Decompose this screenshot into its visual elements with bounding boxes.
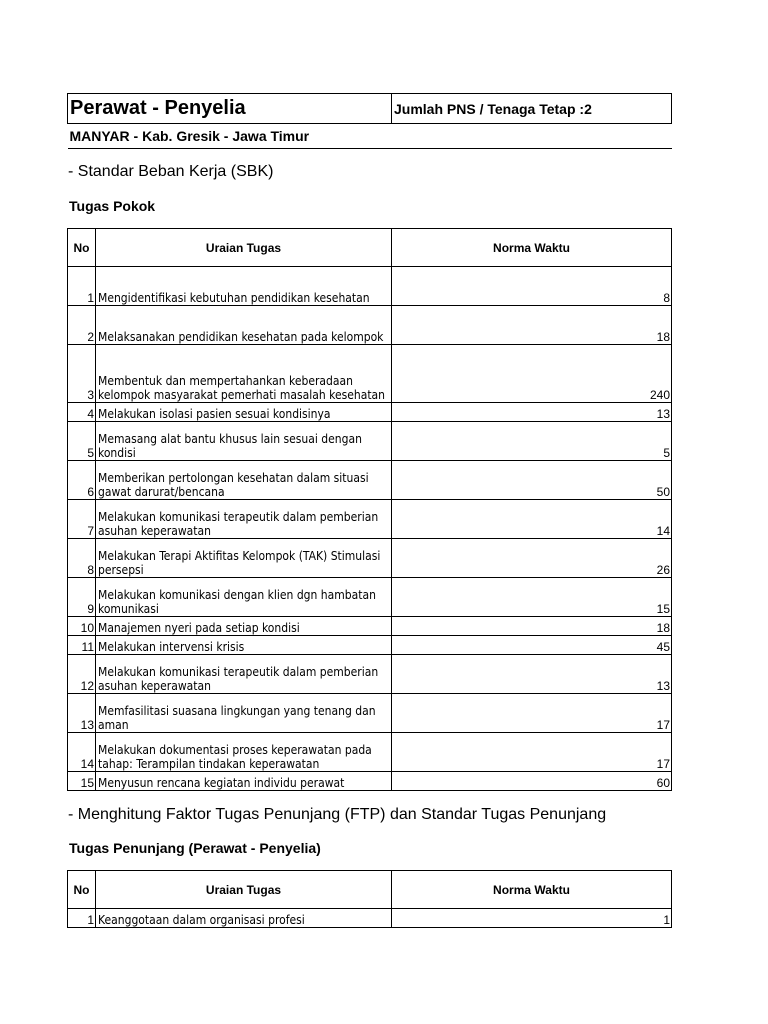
- table-row: [68, 694, 672, 733]
- section-subheading-tugas-penunjang: Tugas Penunjang (Perawat - Penyelia): [69, 840, 321, 856]
- row-number: 7: [68, 500, 96, 539]
- table-row: [68, 539, 672, 578]
- norma-waktu-value: 17: [392, 733, 672, 772]
- header-table: [67, 93, 672, 149]
- table-row: [68, 909, 672, 928]
- section-heading-ftp: - Menghitung Faktor Tugas Penunjang (FTP) dan Standar Tugas Penunjang: [68, 806, 607, 823]
- table-header-row: [68, 229, 672, 267]
- norma-waktu-value: 17: [392, 694, 672, 733]
- row-number: 9: [68, 578, 96, 617]
- norma-waktu-value: 8: [392, 267, 672, 306]
- row-number: 15: [68, 772, 96, 791]
- column-header-no: No: [68, 229, 96, 267]
- norma-waktu-value: 1: [392, 909, 672, 928]
- table-row: [68, 655, 672, 694]
- table-row: [68, 267, 672, 306]
- task-description: Memberikan pertolongan kesehatan dalam situasi gawat darurat/bencana: [96, 461, 392, 500]
- column-header-norma: Norma Waktu: [392, 229, 672, 267]
- tugas-penunjang-table: [67, 870, 672, 928]
- norma-waktu-value: 18: [392, 306, 672, 345]
- row-number: 14: [68, 733, 96, 772]
- row-number: 6: [68, 461, 96, 500]
- norma-waktu-value: 50: [392, 461, 672, 500]
- task-description: Melakukan komunikasi terapeutik dalam pemberian asuhan keperawatan: [96, 655, 392, 694]
- row-number: 13: [68, 694, 96, 733]
- column-header-no: No: [68, 871, 96, 909]
- task-description: Melakukan intervensi krisis: [96, 636, 392, 655]
- table-row: [68, 772, 672, 791]
- task-description: Melakukan komunikasi terapeutik dalam pemberian asuhan keperawatan: [96, 500, 392, 539]
- norma-waktu-value: 18: [392, 617, 672, 636]
- task-description: Menyusun rencana kegiatan individu perawat: [96, 772, 392, 791]
- table-row: [68, 617, 672, 636]
- column-header-uraian: Uraian Tugas: [96, 871, 392, 909]
- norma-waktu-value: 26: [392, 539, 672, 578]
- table-row: [68, 403, 672, 422]
- norma-waktu-value: 13: [392, 403, 672, 422]
- task-description: Manajemen nyeri pada setiap kondisi: [96, 617, 392, 636]
- page-title: Perawat - Penyelia: [68, 94, 392, 124]
- row-number: 5: [68, 422, 96, 461]
- task-description: Melaksanakan pendidikan kesehatan pada kelompok: [96, 306, 392, 345]
- norma-waktu-value: 5: [392, 422, 672, 461]
- tugas-pokok-table: [67, 228, 672, 791]
- row-number: 11: [68, 636, 96, 655]
- task-description: Mengidentifikasi kebutuhan pendidikan kesehatan: [96, 267, 392, 306]
- row-number: 2: [68, 306, 96, 345]
- task-description: Keanggotaan dalam organisasi profesi: [96, 909, 392, 928]
- task-description: Melakukan dokumentasi proses keperawatan pada tahap: Terampilan tindakan keperawatan: [96, 733, 392, 772]
- table-row: [68, 306, 672, 345]
- section-heading-sbk: - Standar Beban Kerja (SBK): [68, 163, 274, 180]
- table-row: [68, 578, 672, 617]
- column-header-norma: Norma Waktu: [392, 871, 672, 909]
- table-row: [68, 500, 672, 539]
- row-number: 8: [68, 539, 96, 578]
- staff-count-label: Jumlah PNS / Tenaga Tetap :2: [392, 94, 672, 124]
- table-row: [68, 733, 672, 772]
- norma-waktu-value: 60: [392, 772, 672, 791]
- task-description: Memasang alat bantu khusus lain sesuai dengan kondisi: [96, 422, 392, 461]
- section-subheading-tugas-pokok: Tugas Pokok: [69, 198, 156, 214]
- task-description: Melakukan isolasi pasien sesuai kondisinya: [96, 403, 392, 422]
- norma-waktu-value: 14: [392, 500, 672, 539]
- row-number: 12: [68, 655, 96, 694]
- task-description: Melakukan Terapi Aktifitas Kelompok (TAK) Stimulasi persepsi: [96, 539, 392, 578]
- table-header-row: [68, 871, 672, 909]
- column-header-uraian: Uraian Tugas: [96, 229, 392, 267]
- table-row: [68, 345, 672, 403]
- table-row: [68, 461, 672, 500]
- table-row: [68, 422, 672, 461]
- row-number: 1: [68, 909, 96, 928]
- task-description: Memfasilitasi suasana lingkungan yang tenang dan aman: [96, 694, 392, 733]
- task-description: Membentuk dan mempertahankan keberadaan kelompok masyarakat pemerhati masalah kesehatan: [96, 345, 392, 403]
- row-number: 4: [68, 403, 96, 422]
- norma-waktu-value: 45: [392, 636, 672, 655]
- task-description: Melakukan komunikasi dengan klien dgn hambatan komunikasi: [96, 578, 392, 617]
- location-label: MANYAR - Kab. Gresik - Jawa Timur: [68, 124, 672, 149]
- table-row: [68, 636, 672, 655]
- norma-waktu-value: 15: [392, 578, 672, 617]
- norma-waktu-value: 240: [392, 345, 672, 403]
- norma-waktu-value: 13: [392, 655, 672, 694]
- row-number: 1: [68, 267, 96, 306]
- row-number: 3: [68, 345, 96, 403]
- row-number: 10: [68, 617, 96, 636]
